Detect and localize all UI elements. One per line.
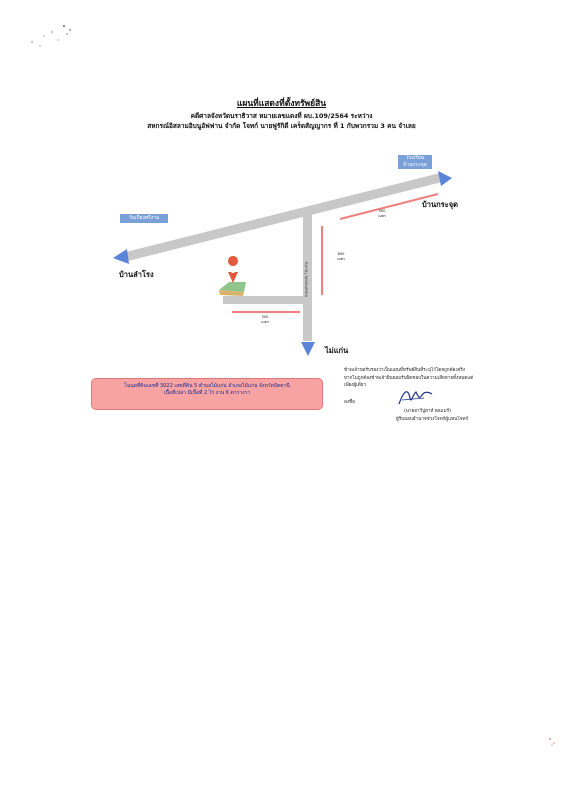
place-west: บ้านลำโรง xyxy=(119,270,154,279)
dist-bottom-value: 500 xyxy=(261,315,269,319)
dest-northeast-line2: บ้านกระจุด xyxy=(403,162,427,168)
dist-top-unit: เมตร xyxy=(378,213,386,218)
dist-mid-unit: เมตร xyxy=(337,256,345,261)
corner-specks-bottom xyxy=(545,735,559,749)
land-marker-icon xyxy=(219,256,246,296)
arrow-south xyxy=(301,342,315,356)
sign-label: ลงชื่อ xyxy=(344,400,355,405)
signer-role: ผู้รับมอบอำนาจช่วงโจทก์ผู้แทนโจทก์ xyxy=(396,417,469,422)
dest-northeast-line1: โรงเรียน xyxy=(405,155,425,161)
dist-top-value: 500 xyxy=(378,209,386,213)
dist-mid-value: 800 xyxy=(337,252,345,256)
case-line: คดีศาลจังหวัดนราธิวาส หมายเลขแดงที่ ผบ.109/2564 ระหว่าง xyxy=(190,112,373,120)
branch-road xyxy=(223,296,308,304)
main-road xyxy=(122,173,442,262)
cert-line2: หากไม่ถูกต้องข้าพเจ้ายินยอมรับผิดชอบในความเสียหายทั้งหมดแต่เพียงผู้เดียว xyxy=(344,375,474,388)
arrow-west xyxy=(113,249,129,264)
signer-name: (นายอาวีปูฮาห์ ดอแมร์) xyxy=(404,409,451,414)
dist-bottom-unit: เมตร xyxy=(261,319,269,324)
arrow-east xyxy=(438,171,452,186)
land-info-line2: เนื้อที่เปล่า มีเนื้อที่ 2 ไร่ งาน 6 ตารางวา xyxy=(163,390,251,396)
land-info-box xyxy=(91,378,323,410)
dist-label-bottom xyxy=(257,315,273,324)
road-name: ถนนสายเม่น ไม่แก่น xyxy=(303,261,309,298)
dist-label-top xyxy=(374,209,390,218)
dist-label-mid xyxy=(333,252,349,261)
land-info-line1: โฉนดที่ดินเลขที่ 3022 เลขที่ดิน 5 ตำบลไม้แก่น อำเภอไม้แก่น จังหวัดปัตตานี xyxy=(124,383,290,389)
dest-box-northeast xyxy=(398,155,432,169)
signature-icon xyxy=(396,386,436,408)
dest-box-west: วัดเกียงศรีงาม xyxy=(120,214,168,223)
page-title: แผนที่แสดงที่ตั้งทรัพย์สิน xyxy=(236,99,327,109)
parties-line: สหกรณ์อิสลามอิบนูอัฟฟาน จำกัด โจทก์ นายฟูรักิดี เคร็ดสัญญากร ที่ 1 กับพวกรวม 3 คน จำเลย xyxy=(147,122,416,130)
place-east: บ้านกระจุด xyxy=(422,200,458,209)
cert-line1: ข้าพเจ้าขอรับรองว่าเป็นแผนที่ทรัพย์สินที่ระบุไว้โดยถูกต้องจริง xyxy=(344,368,465,373)
place-south: ไม่แก่น xyxy=(325,346,349,355)
